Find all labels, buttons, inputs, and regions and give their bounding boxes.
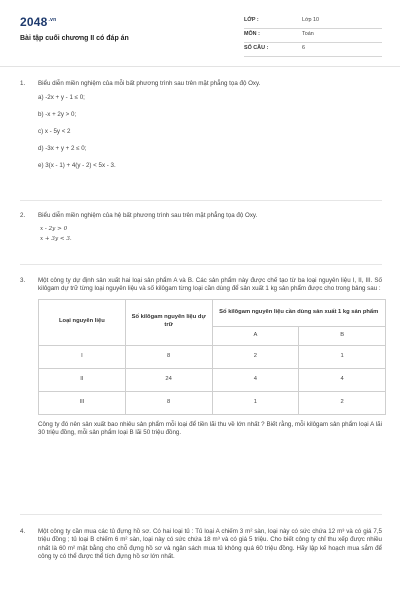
page-header xyxy=(20,12,382,60)
table-subheader-a: A xyxy=(212,326,299,345)
meta-row-class xyxy=(244,15,382,29)
option-c: c) x - 5y < 2 xyxy=(38,128,71,136)
meta-row-subject xyxy=(244,29,382,43)
site-logo[interactable] xyxy=(20,14,56,30)
question-number: 4. xyxy=(20,528,26,535)
meta-value: 6 xyxy=(302,45,305,51)
question-3 xyxy=(20,277,382,437)
question-stem: Biểu diễn miền nghiệm của hệ bất phương trình sau trên mặt phẳng tọa độ Oxy. xyxy=(38,212,258,219)
inequality-system xyxy=(40,226,382,243)
table-cell-type: I xyxy=(39,345,126,368)
meta-key: MÔN : xyxy=(244,31,260,37)
table-cell-b: 2 xyxy=(299,391,386,414)
meta-value: Lớp 10 xyxy=(302,17,320,23)
section-divider xyxy=(20,514,382,515)
question-stem: Một công ty dự định sản xuất hai loại sản phẩm A và B. Các sản phẩm này được chế tạo từ ba loại nguyên liệu I, II, III. Số kilôgam dự trữ từng loại nguyên liệu và số kilôgam từng loại cần dùng để sản xuất 1 kg sản phẩm được cho trong bảng sau : xyxy=(38,277,382,293)
table-cell-b: 4 xyxy=(299,368,386,391)
meta-key: LỚP : xyxy=(244,17,259,23)
question-4 xyxy=(20,528,382,561)
system-line-1: x - 2y > 0 xyxy=(40,226,68,233)
table-cell-a: 1 xyxy=(212,391,299,414)
section-divider xyxy=(20,264,382,265)
section-divider xyxy=(20,200,382,201)
table-cell-stock: 8 xyxy=(125,391,212,414)
option-a: a) -2x + y - 1 ≤ 0; xyxy=(38,94,85,102)
table-cell-type: II xyxy=(39,368,126,391)
question-followup: Công ty đó nên sản xuất bao nhiêu sản phẩm mỗi loại để tiền lãi thu về lớn nhất ? Biết rằng, mỗi kilôgam sản phẩm loại A lãi 30 triệu đồng, mỗi sản phẩm loại B lãi 50 triệu đồng. xyxy=(38,420,382,437)
question-number: 3. xyxy=(20,277,26,284)
document-title: Bài tập cuối chương II có đáp án xyxy=(20,35,129,42)
table-cell-stock: 24 xyxy=(125,368,212,391)
question-number: 2. xyxy=(20,212,26,219)
meta-info-box xyxy=(244,15,382,57)
table-cell-stock: 8 xyxy=(125,345,212,368)
table-cell-b: 1 xyxy=(299,345,386,368)
table-header-type: Loại nguyên liệu xyxy=(39,299,126,345)
header-divider xyxy=(0,66,400,67)
table-cell-a: 2 xyxy=(212,345,299,368)
table-cell-type: III xyxy=(39,391,126,414)
question-stem: Biểu diễn miền nghiệm của mỗi bất phương trình sau trên mặt phẳng tọa độ Oxy. xyxy=(38,80,261,87)
table-row xyxy=(39,368,386,391)
meta-key: SỐ CÂU : xyxy=(244,45,269,51)
table-row xyxy=(39,391,386,414)
materials-table xyxy=(38,299,386,415)
table-row xyxy=(39,345,386,368)
option-d: d) -3x + y + 2 ≤ 0; xyxy=(38,145,87,153)
question-2 xyxy=(20,212,382,245)
table-header-usage: Số kilôgam nguyên liệu cần dùng sản xuất 1 kg sản phẩm xyxy=(212,299,386,326)
logo-text: 2048 xyxy=(20,15,48,29)
question-number: 1. xyxy=(20,80,26,87)
question-1 xyxy=(20,80,382,179)
question-stem: Một công ty cần mua các tủ đựng hồ sơ. Có hai loại tủ : Tủ loại A chiếm 3 m² sàn, loại này có sức chứa 12 m³ và có giá 7,5 triệu đồng ; tủ loại B chiếm 6 m² sàn, loại này có sức chứa 18 m³ và có giá 5 triệu. Cho biết công ty chỉ thu xếp được nhiều nhất là 60 m² mặt bằng cho chỗ đựng hồ sơ và ngân sách mua tủ không quá 60 triệu đồng. Hãy lập kế hoạch mua sắm để công ty có thể được thể tích đựng hồ sơ lớn nhất. xyxy=(38,528,382,561)
logo-suffix: .vn xyxy=(48,17,57,23)
system-line-2: x + 3y < 3. xyxy=(40,235,72,242)
table-cell-a: 4 xyxy=(212,368,299,391)
table-subheader-b: B xyxy=(299,326,386,345)
option-list xyxy=(38,94,382,170)
option-e: e) 3(x - 1) + 4(y - 2) < 5x - 3. xyxy=(38,162,116,170)
table-header-stock: Số kilôgam nguyên liệu dự trữ xyxy=(125,299,212,345)
option-b: b) -x + 2y > 0; xyxy=(38,111,77,119)
meta-value: Toán xyxy=(302,31,314,37)
meta-row-count xyxy=(244,43,382,57)
